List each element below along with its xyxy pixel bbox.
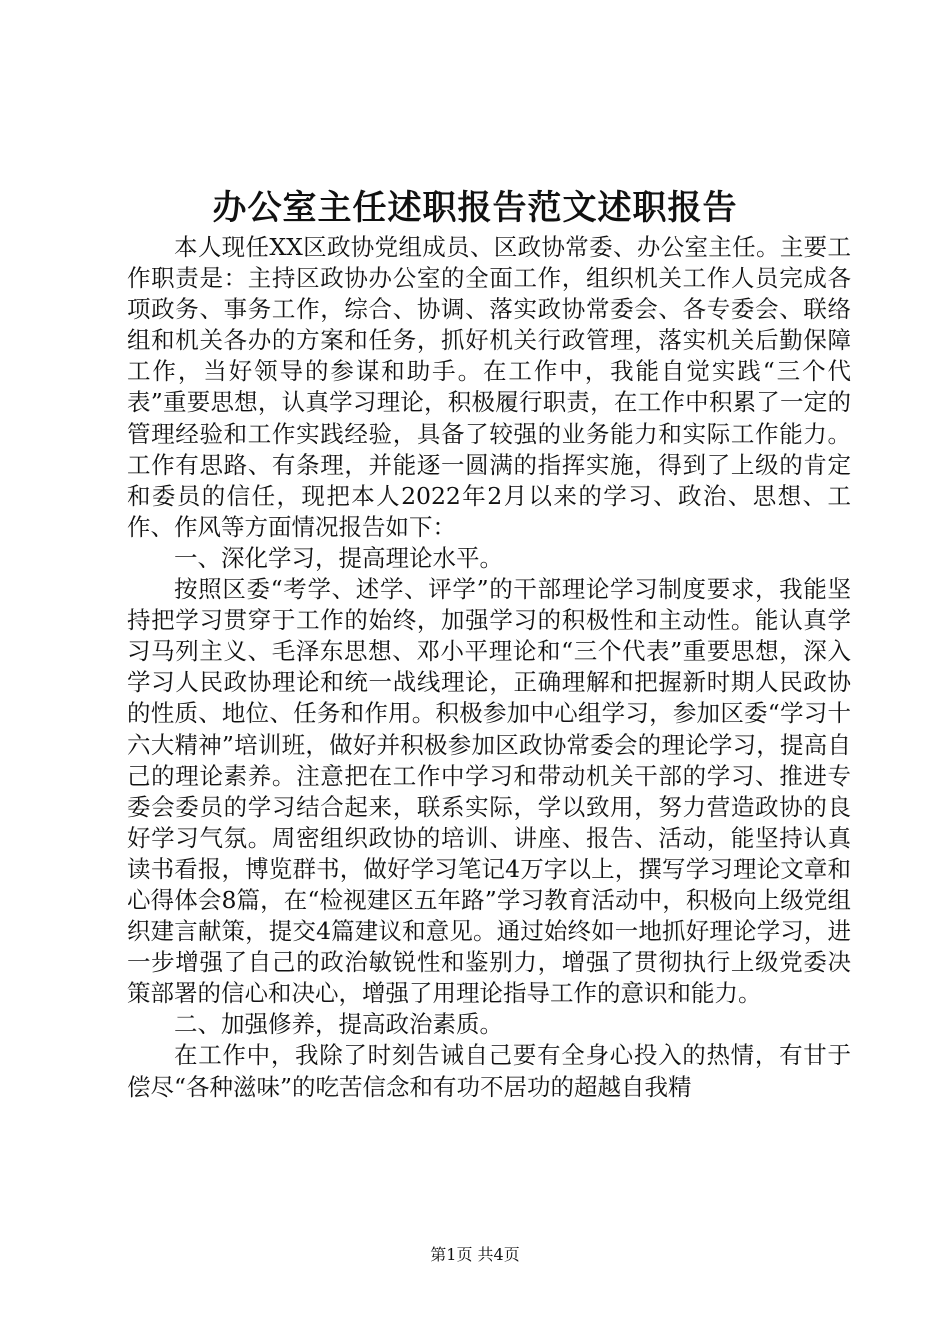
document-title: 办公室主任述职报告范文述职报告 bbox=[212, 188, 738, 228]
paragraph-intro: 本人现任XX区政协党组成员、区政协常委、办公室主任。主要工作职责是：主持区政协办公室的全面工作，组织机关工作人员完成各项政务、事务工作，综合、协调、落实政协常委会、各专委会、联络组和机关各办的方案和任务，抓好机关行政管理，落实机关后勤保障工作，当好领导的参谋和助手。在工作中，我能自觉实践“三个代表”重要思想，认真学习理论，积极履行职责，在工作中积累了一定的管理经验和工作实践经验，具备了较强的业务能力和实际工作能力。工作有思路、有条理，并能逐一圆满的指挥实施，得到了上级的肯定和委员的信任，现把本人2022年2月以来的学习、政治、思想、工作、作风等方面情况报告如下： bbox=[127, 233, 851, 541]
document-body bbox=[127, 232, 851, 1103]
paragraph-study: 按照区委“考学、述学、评学”的干部理论学习制度要求，我能坚持把学习贯穿于工作的始终，加强学习的积极性和主动性。能认真学习马列主义、毛泽东思想、邓小平理论和“三个代表”重要思想，深入学习人民政协理论和统一战线理论，正确理解和把握新时期人民政协的性质、地位、任务和作用。积极参加中心组学习，参加区委“学习十六大精神”培训班，做好并积极参加区政协常委会的理论学习，提高自己的理论素养。注意把在工作中学习和带动机关干部的学习、推进专委会委员的学习结合起来，联系实际，学以致用，努力营造政协的良好学习气氛。周密组织政协的培训、讲座、报告、活动，能坚持认真读书看报，博览群书，做好学习笔记4万字以上，撰写学习理论文章和心得体会8篇，在“检视建区五年路”学习教育活动中，积极向上级党组织建言献策，提交4篇建议和意见。通过始终如一地抓好理论学习，进一步增强了自己的政治敏锐性和鉴别力，增强了贯彻执行上级党委决策部署的信心和决心，增强了用理论指导工作的意识和能力。 bbox=[127, 575, 851, 1008]
section-heading-1: 一、深化学习，提高理论水平。 bbox=[174, 543, 503, 572]
page-footer: 第1页 共4页 bbox=[430, 1245, 520, 1264]
paragraph-work: 在工作中，我除了时刻告诫自己要有全身心投入的热情，有甘于偿尽“各种滋味”的吃苦信念和有功不居功的超越自我精 bbox=[127, 1041, 851, 1101]
section-heading-2: 二、加强修养，提高政治素质。 bbox=[174, 1010, 503, 1039]
